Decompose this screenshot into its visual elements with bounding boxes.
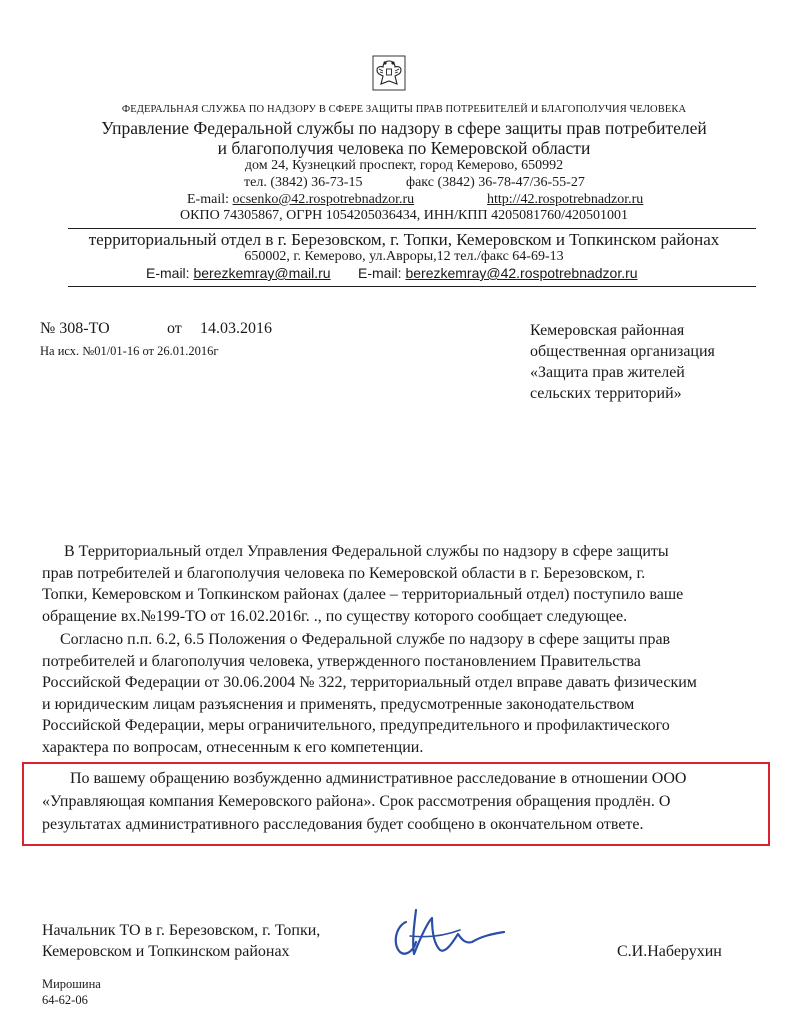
body-paragraph-3 [42, 767, 758, 836]
paragraph-line: Согласно п.п. 6.2, 6.5 Положения о Федеральной службе по надзору в сфере защиты прав [60, 631, 671, 648]
agency-name: ФЕДЕРАЛЬНАЯ СЛУЖБА ПО НАДЗОРУ В СФЕРЕ ЗАЩИТЫ ПРАВ ПОТРЕБИТЕЛЕЙ И БЛАГОПОЛУЧИЯ ЧЕЛОВЕКА [121, 104, 687, 115]
recipient-line: общественная организация [530, 343, 715, 360]
coat-of-arms-icon [372, 55, 406, 91]
territorial-office-address: 650002, г. Кемерово, ул.Авроры,12 тел./факс 64-69-13 [244, 249, 564, 264]
paragraph-line: потребителей и благополучия человека, утвержденного постановлением Правительства [42, 652, 641, 670]
paragraph-line: Российской Федерации, меры ограничительного, предупредительного и профилактического [42, 717, 670, 735]
letter-reference: На исх. №01/01-16 от 26.01.2016г [40, 344, 219, 358]
header-divider-top [68, 228, 756, 229]
executor-name: Мирошина [42, 977, 101, 991]
paragraph-line: результатах административного расследования будет сообщено в окончательном ответе. [42, 816, 644, 833]
body-paragraph-2 [42, 629, 758, 759]
signatory-position-line1: Начальник ТО в г. Березовском, г. Топки, [42, 922, 321, 939]
email-label: E-mail: [146, 265, 190, 281]
letter-number: № 308-ТО [40, 320, 110, 337]
paragraph-line: обращение вх.№199-ТО от 16.02.2016г. ., по существу которого сообщает следующее. [42, 607, 628, 625]
territorial-email-row-2 [358, 265, 638, 281]
handwritten-signature [388, 900, 508, 966]
department-email-link[interactable]: ocsenko@42.rospotrebnadzor.ru [232, 192, 415, 207]
executor-phone: 64-62-06 [42, 993, 88, 1007]
paragraph-line: В Территориальный отдел Управления Федеральной службы по надзору в сфере защиты [64, 543, 669, 560]
paragraph-line: По вашему обращению возбужденно административное расследование в отношении ООО [70, 770, 687, 787]
recipient-line: Кемеровская районная [530, 322, 685, 339]
letter-date: 14.03.2016 [200, 320, 272, 337]
territorial-office-title: территориальный отдел в г. Березовском, г. Топки, Кемеровском и Топкинском районах [88, 230, 720, 249]
territorial-email-link-1[interactable]: berezkemray@mail.ru [193, 265, 331, 281]
paragraph-line: прав потребителей и благополучия человека по Кемеровской области в г. Березовском, г. [42, 564, 646, 582]
recipient-line: сельских территорий» [530, 385, 682, 402]
paragraph-line: Топки, Кемеровском и Топкинском районах (далее – территориальный отдел) поступило ваше [42, 586, 684, 604]
signatory-position-line2: Кемеровском и Топкинском районах [42, 943, 290, 960]
body-paragraph-1 [42, 541, 758, 627]
email-label: E-mail: [187, 192, 229, 207]
territorial-email-row-1 [146, 265, 331, 281]
department-codes: ОКПО 74305867, ОГРН 1054205036434, ИНН/КПП 4205081760/420501001 [180, 208, 628, 223]
letter-date-prefix: от [167, 320, 182, 337]
territorial-email-link-2[interactable]: berezkemray@42.rospotrebnadzor.ru [405, 265, 638, 281]
signatory-name: С.И.Наберухин [617, 943, 722, 960]
paragraph-line: «Управляющая компания Кемеровского района». Срок рассмотрения обращения продлён. О [42, 793, 671, 810]
recipient-line: «Защита прав жителей [530, 364, 685, 381]
department-title-line2: и благополучия человека по Кемеровской области [217, 138, 591, 158]
department-website-link[interactable]: http://42.rospotrebnadzor.ru [487, 192, 644, 207]
paragraph-line: и юридическим лицам разъяснения и применять, предусмотренные законодательством [42, 695, 635, 713]
department-address: дом 24, Кузнецкий проспект, город Кемерово, 650992 [244, 158, 564, 173]
paragraph-line: Российской Федерации от 30.06.2004 № 322, территориальный отдел вправе давать физическим [42, 674, 697, 692]
department-email-row [187, 192, 414, 208]
department-title-line1: Управление Федеральной службы по надзору в сфере защиты прав потребителей [101, 118, 707, 138]
header-divider-bottom [68, 286, 756, 287]
department-fax: факс (3842) 36-78-47/36-55-27 [406, 175, 585, 190]
department-phone: тел. (3842) 36-73-15 [244, 175, 363, 190]
recipient-block [530, 320, 715, 404]
email-label: E-mail: [358, 265, 402, 281]
paragraph-line: характера по вопросам, отнесенным к его компетенции. [42, 738, 424, 756]
